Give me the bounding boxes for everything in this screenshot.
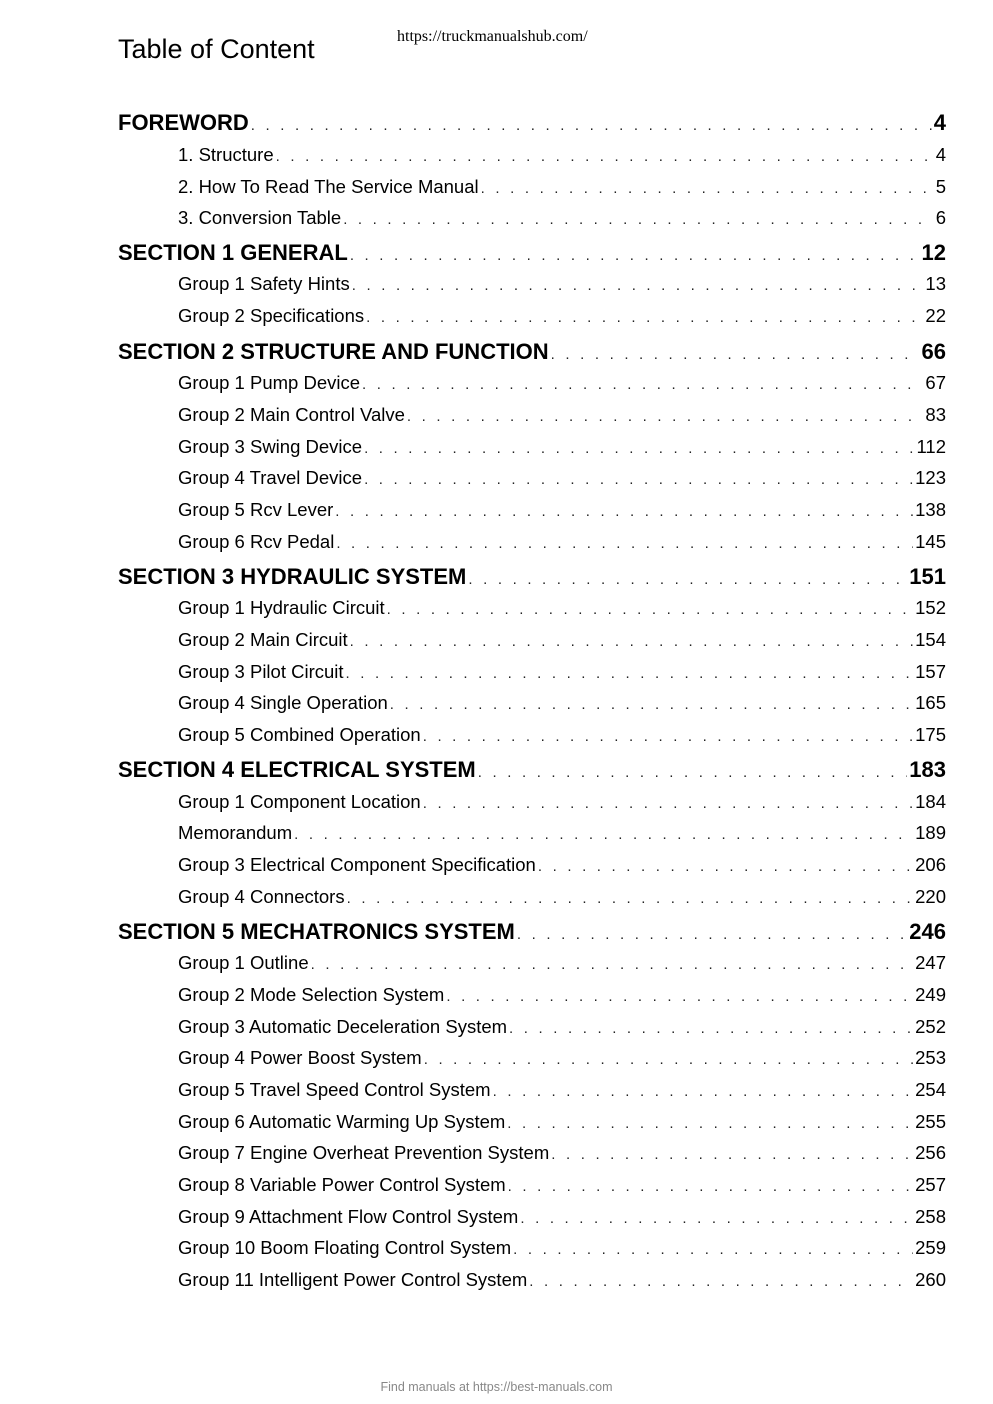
toc-subsection-entry[interactable] [178, 1174, 946, 1196]
toc-entry-label: Group 2 Mode Selection System [178, 984, 445, 1005]
toc-entry-page-number: 4 [933, 110, 946, 135]
toc-entry-page-number: 67 [925, 372, 946, 393]
dot-leader [350, 629, 913, 651]
toc-entry-page-number: 66 [921, 339, 946, 364]
toc-entry-page-number: 184 [915, 791, 946, 812]
toc-subsection-entry[interactable] [178, 984, 946, 1006]
toc-entry-page-number: 256 [915, 1142, 946, 1163]
toc-subsection-entry[interactable] [178, 1142, 946, 1164]
toc-entry-label: SECTION 2 STRUCTURE AND FUNCTION [118, 339, 549, 364]
toc-entry-page-number: 258 [915, 1206, 946, 1227]
toc-entry-page-number: 253 [915, 1047, 946, 1068]
dot-leader [493, 1079, 914, 1101]
page-title: Table of Content [118, 34, 315, 64]
dot-leader [251, 110, 932, 136]
toc-subsection-entry[interactable] [178, 144, 946, 166]
toc-entry-label: Group 5 Travel Speed Control System [178, 1079, 491, 1100]
toc-subsection-entry[interactable] [178, 531, 946, 553]
footer-link[interactable]: Find manuals at https://best-manuals.com [380, 1380, 613, 1394]
toc-entry-page-number: 189 [915, 822, 946, 843]
toc-entry-label: Group 2 Main Circuit [178, 629, 348, 650]
toc-entry-page-number: 6 [935, 207, 946, 228]
toc-entry-page-number: 260 [915, 1269, 946, 1290]
dot-leader [346, 661, 914, 683]
dot-leader [520, 1206, 913, 1228]
toc-subsection-entry[interactable] [178, 436, 946, 458]
toc-entry-page-number: 257 [915, 1174, 946, 1195]
dot-leader [366, 305, 923, 327]
toc-subsection-entry[interactable] [178, 629, 946, 651]
toc-subsection-entry[interactable] [178, 1079, 946, 1101]
toc-section-entry[interactable] [118, 110, 946, 136]
dot-leader [507, 1111, 913, 1133]
dot-leader [362, 372, 923, 394]
toc-entry-page-number: 13 [925, 273, 946, 294]
toc-entry-page-number: 255 [915, 1111, 946, 1132]
toc-subsection-entry[interactable] [178, 404, 946, 426]
dot-leader [517, 919, 907, 945]
toc-subsection-entry[interactable] [178, 1269, 946, 1291]
toc-entry-label: Group 3 Pilot Circuit [178, 661, 344, 682]
toc-entry-label: Group 1 Pump Device [178, 372, 361, 393]
toc-entry-page-number: 165 [915, 692, 946, 713]
toc-subsection-entry[interactable] [178, 1111, 946, 1133]
toc-entry-label: Group 5 Rcv Lever [178, 499, 334, 520]
toc-entry-label: Group 8 Variable Power Control System [178, 1174, 506, 1195]
dot-leader [311, 952, 914, 974]
toc-subsection-entry[interactable] [178, 273, 946, 295]
toc-entry-label: Group 3 Electrical Component Specification [178, 854, 536, 875]
toc-entry-page-number: 123 [915, 467, 946, 488]
dot-leader [390, 692, 913, 714]
toc-entry-label: FOREWORD [118, 110, 249, 135]
toc-subsection-entry[interactable] [178, 372, 946, 394]
toc-entry-page-number: 247 [915, 952, 946, 973]
toc-entry-label: Group 3 Automatic Deceleration System [178, 1016, 508, 1037]
toc-subsection-entry[interactable] [178, 791, 946, 813]
toc-entry-page-number: 175 [915, 724, 946, 745]
toc-entry-label: Group 6 Automatic Warming Up System [178, 1111, 506, 1132]
toc-entry-page-number: 157 [915, 661, 946, 682]
toc-entry-label: Group 1 Outline [178, 952, 309, 973]
toc-entry-page-number: 4 [935, 144, 946, 165]
dot-leader [347, 886, 914, 908]
toc-entry-label: Group 10 Boom Floating Control System [178, 1237, 512, 1258]
dot-leader [387, 597, 913, 619]
dot-leader [343, 207, 934, 229]
dot-leader [446, 984, 913, 1006]
dot-leader [364, 467, 913, 489]
toc-subsection-entry[interactable] [178, 661, 946, 683]
toc-entry-page-number: 154 [915, 629, 946, 650]
dot-leader [551, 339, 920, 365]
dot-leader [508, 1174, 913, 1196]
toc-subsection-entry[interactable] [178, 207, 946, 229]
toc-entry-page-number: 83 [925, 404, 946, 425]
toc-entry-label: Group 9 Attachment Flow Control System [178, 1206, 519, 1227]
toc-entry-label: Group 7 Engine Overheat Prevention System [178, 1142, 550, 1163]
toc-entry-page-number: 22 [925, 305, 946, 326]
toc-entry-label: Group 4 Connectors [178, 886, 345, 907]
toc-section-entry[interactable] [118, 564, 946, 590]
toc-subsection-entry[interactable] [178, 1016, 946, 1038]
toc-entry-page-number: 145 [915, 531, 946, 552]
dot-leader [424, 1047, 913, 1069]
toc-entry-label: 3. Conversion Table [178, 207, 342, 228]
toc-section-entry[interactable] [118, 919, 946, 945]
toc-section-entry[interactable] [118, 339, 946, 365]
dot-leader [350, 240, 920, 266]
toc-entry-page-number: 5 [935, 176, 946, 197]
toc-entry-label: Group 4 Travel Device [178, 467, 363, 488]
dot-leader [352, 273, 924, 295]
dot-leader [294, 822, 913, 844]
toc-entry-label: SECTION 5 MECHATRONICS SYSTEM [118, 919, 515, 944]
dot-leader [364, 436, 914, 458]
toc-subsection-entry[interactable] [178, 952, 946, 974]
toc-subsection-entry[interactable] [178, 854, 946, 876]
toc-entry-page-number: 252 [915, 1016, 946, 1037]
toc-entry-label: Group 1 Hydraulic Circuit [178, 597, 385, 618]
dot-leader [423, 724, 913, 746]
toc-entry-page-number: 254 [915, 1079, 946, 1100]
toc-entry-label: 2. How To Read The Service Manual [178, 176, 479, 197]
toc-section-entry[interactable] [118, 757, 946, 783]
toc-section-entry[interactable] [118, 240, 946, 266]
toc-subsection-entry[interactable] [178, 305, 946, 327]
toc-subsection-entry[interactable] [178, 176, 946, 198]
toc-entry-page-number: 12 [921, 240, 946, 265]
dot-leader [335, 499, 913, 521]
toc-entry-page-number: 206 [915, 854, 946, 875]
toc-entry-label: 1. Structure [178, 144, 274, 165]
dot-leader [336, 531, 913, 553]
toc-entry-page-number: 138 [915, 499, 946, 520]
toc-subsection-entry[interactable] [178, 1047, 946, 1069]
toc-entry-page-number: 220 [915, 886, 946, 907]
dot-leader [538, 854, 913, 876]
toc-subsection-entry[interactable] [178, 597, 946, 619]
toc-subsection-entry[interactable] [178, 467, 946, 489]
toc-entry-page-number: 152 [915, 597, 946, 618]
toc-subsection-entry[interactable] [178, 499, 946, 521]
toc-entry-label: Group 3 Swing Device [178, 436, 363, 457]
dot-leader [481, 176, 934, 198]
toc-entry-label: SECTION 4 ELECTRICAL SYSTEM [118, 757, 476, 782]
toc-entry-label: Group 2 Main Control Valve [178, 404, 405, 425]
toc-subsection-entry[interactable] [178, 692, 946, 714]
header-url[interactable]: https://truckmanualshub.com/ [397, 28, 588, 45]
toc-entry-label: Group 6 Rcv Pedal [178, 531, 335, 552]
dot-leader [509, 1016, 913, 1038]
dot-leader [468, 564, 907, 590]
toc-entry-label: SECTION 3 HYDRAULIC SYSTEM [118, 564, 467, 589]
toc-entry-page-number: 183 [909, 757, 946, 782]
toc-entry-label: Group 2 Specifications [178, 305, 365, 326]
toc-entry-label: Group 4 Single Operation [178, 692, 388, 713]
toc-entry-page-number: 259 [915, 1237, 946, 1258]
toc-subsection-entry[interactable] [178, 1237, 946, 1259]
toc-subsection-entry[interactable] [178, 822, 946, 844]
dot-leader [529, 1269, 913, 1291]
toc-subsection-entry[interactable] [178, 1206, 946, 1228]
toc-entry-page-number: 246 [909, 919, 946, 944]
toc-subsection-entry[interactable] [178, 886, 946, 908]
dot-leader [423, 791, 913, 813]
toc-entry-label: Group 1 Component Location [178, 791, 421, 812]
toc-entry-page-number: 249 [915, 984, 946, 1005]
toc-entry-label: Group 1 Safety Hints [178, 273, 350, 294]
toc-entry-page-number: 112 [916, 436, 946, 457]
toc-entry-label: Group 4 Power Boost System [178, 1047, 422, 1068]
dot-leader [407, 404, 924, 426]
toc-entry-label: Group 5 Combined Operation [178, 724, 421, 745]
toc-entry-label: Memorandum [178, 822, 293, 843]
dot-leader [478, 757, 908, 783]
toc-entry-label: Group 11 Intelligent Power Control System [178, 1269, 528, 1290]
toc-entry-label: SECTION 1 GENERAL [118, 240, 348, 265]
toc-subsection-entry[interactable] [178, 724, 946, 746]
toc-entry-page-number: 151 [909, 564, 946, 589]
dot-leader [276, 144, 934, 166]
dot-leader [513, 1237, 913, 1259]
dot-leader [551, 1142, 913, 1164]
